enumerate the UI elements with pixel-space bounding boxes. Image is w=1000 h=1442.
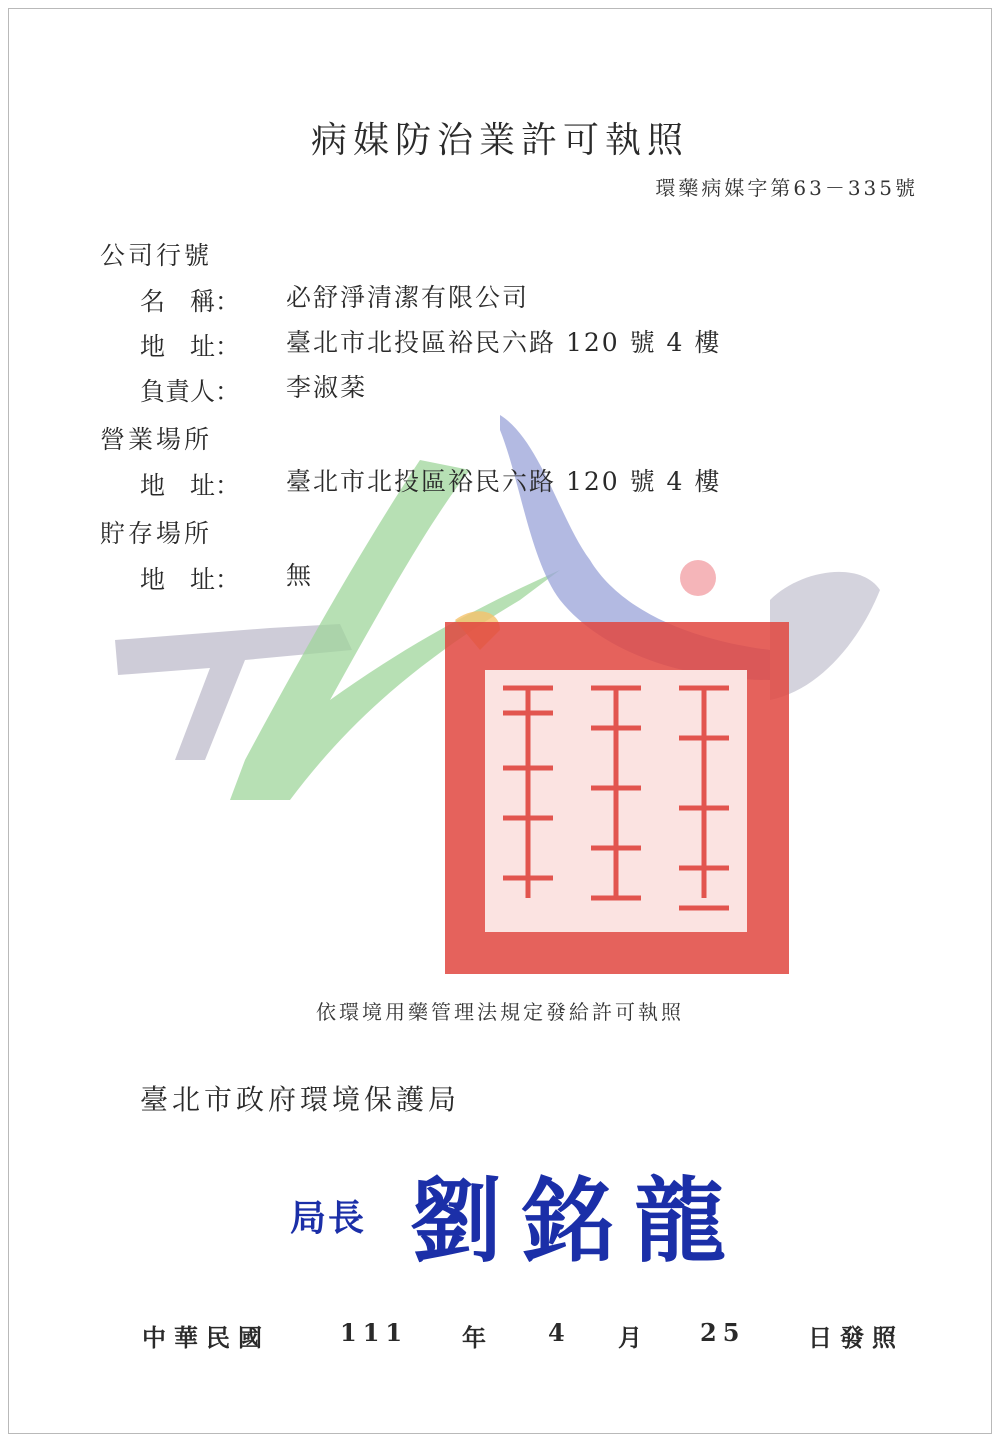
date-year: 111 (340, 1318, 409, 1347)
signature-title: 局長 (290, 1197, 367, 1239)
business-address-label: 地 址： (140, 471, 241, 500)
date-month: 4 (548, 1318, 565, 1347)
date-year-unit: 年 (462, 1323, 486, 1352)
company-address-label: 地 址： (140, 332, 241, 361)
company-owner: 李淑棻 (286, 373, 368, 402)
company-owner-label: 負責人： (140, 377, 241, 406)
business-section-heading: 營業場所 (100, 425, 213, 454)
business-address: 臺北市北投區裕民六路 120 號 4 樓 (286, 467, 722, 496)
date-era: 中華民國 (142, 1323, 270, 1352)
company-address: 臺北市北投區裕民六路 120 號 4 樓 (286, 328, 722, 357)
date-day: 25 (700, 1318, 746, 1347)
signature-name: 劉銘龍 (410, 1167, 747, 1275)
storage-address-label: 地 址： (140, 565, 241, 594)
issuing-authority: 臺北市政府環境保護局 (140, 1083, 461, 1116)
company-name-label: 名 稱： (140, 287, 241, 316)
storage-address: 無 (286, 561, 314, 590)
company-section-heading: 公司行號 (100, 241, 213, 270)
issuance-note: 依環境用藥管理法規定發給許可執照 (316, 1000, 684, 1024)
storage-section-heading: 貯存場所 (100, 519, 213, 548)
document-title: 病媒防治業許可執照 (310, 120, 689, 161)
license-number: 環藥病媒字第63－335號 (655, 176, 918, 200)
official-seal (441, 618, 793, 978)
date-day-unit: 日發照 (808, 1323, 904, 1352)
date-month-unit: 月 (618, 1323, 642, 1352)
company-name: 必舒淨清潔有限公司 (286, 283, 530, 312)
